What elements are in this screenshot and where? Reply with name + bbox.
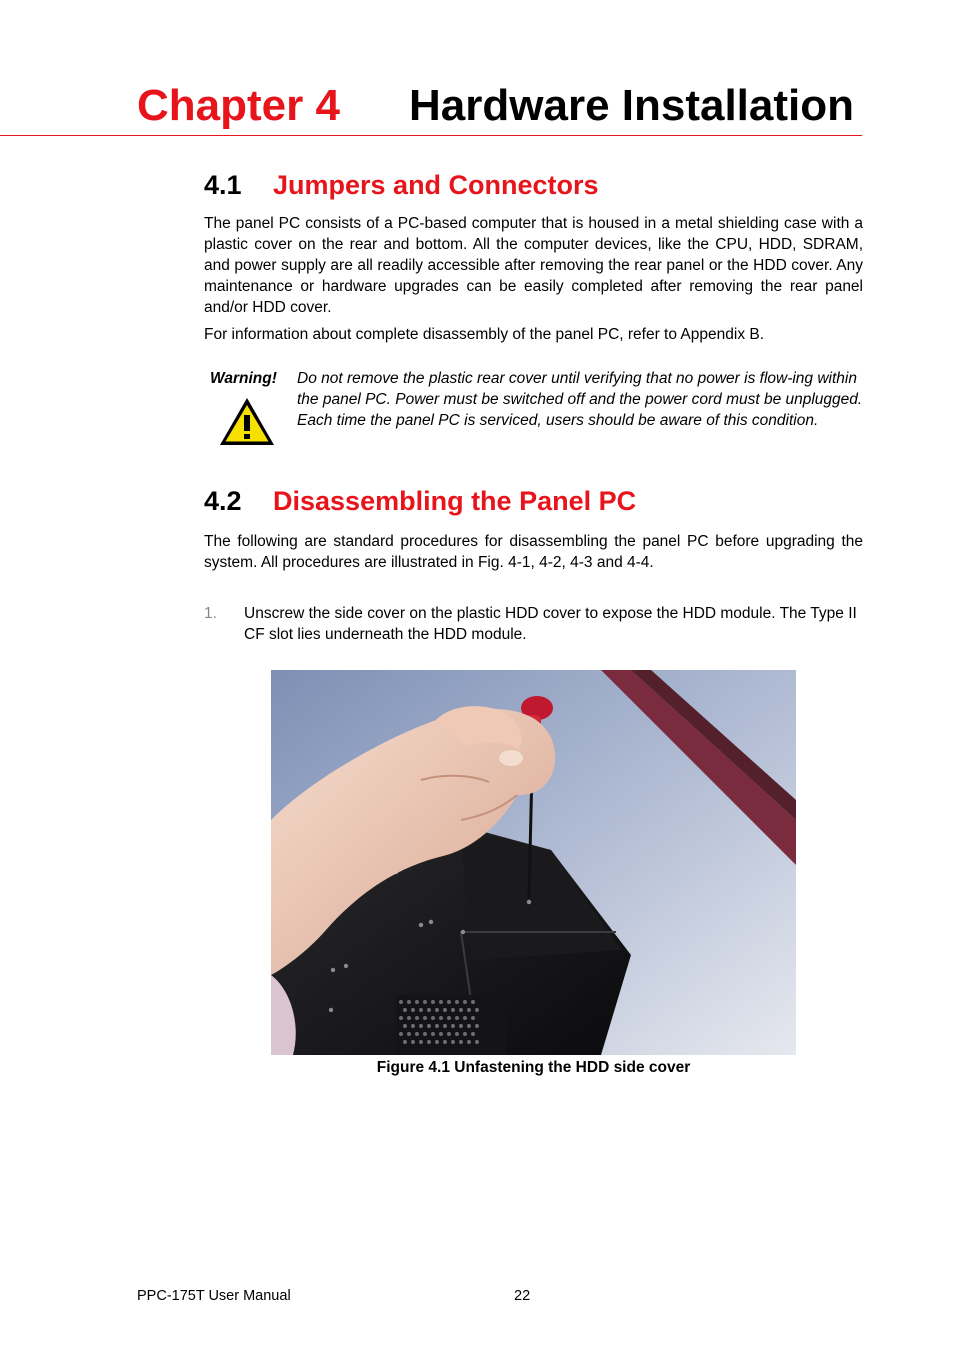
figure-photo-hdd-side-cover [271, 670, 796, 1055]
section-heading-4-2 [204, 484, 636, 518]
section-number: 4.2 [204, 486, 242, 516]
section-number: 4.1 [204, 170, 242, 200]
footer-page-number: 22 [514, 1288, 531, 1304]
warning-label: Warning! [210, 370, 277, 387]
section-heading-4-1 [204, 168, 599, 202]
step-number: 1. [204, 605, 217, 622]
section-title: Disassembling the Panel PC [273, 486, 637, 516]
chapter-heading [137, 78, 854, 134]
procedure-intro-paragraph: The following are standard procedures for disassembling the panel PC before upgrading the system. All procedures are illustrated in Fig. 4-1, 4-2, 4-3 and 4-4. [204, 533, 863, 571]
chapter-number: Chapter 4 [137, 81, 340, 130]
section-title: Jumpers and Connectors [273, 170, 599, 200]
warning-text: Do not remove the plastic rear cover until verifying that no power is flow-ing within the panel PC. Power must be switched off and the power cord must be unplugged. Each time the panel PC is serviced, users should be aware of this condition. [297, 370, 863, 429]
intro-paragraph: The panel PC consists of a PC-based computer that is housed in a metal shielding case with a plastic cover on the rear and bottom. All the computer devices, like the CPU, HDD, SDRAM, and power supply are all readily accessible after removing the rear panel or the HDD cover. Any maintenance or hardware upgrades can be easily completed after removing the rear panel and/or HDD cover. [204, 215, 863, 316]
figure-caption: Figure 4.1 Unfastening the HDD side cover [376, 1059, 691, 1076]
appendix-reference-paragraph: For information about complete disassembly of the panel PC, refer to Appendix B. [204, 326, 765, 343]
chapter-title: Hardware Installation [409, 81, 855, 130]
chapter-divider [0, 135, 862, 136]
step-text: Unscrew the side cover on the plastic HDD cover to expose the HDD module. The Type II CF slot lies underneath the HDD module. [244, 605, 857, 643]
warning-triangle-icon [218, 396, 276, 448]
footer-manual-title: PPC-175T User Manual [137, 1288, 291, 1304]
